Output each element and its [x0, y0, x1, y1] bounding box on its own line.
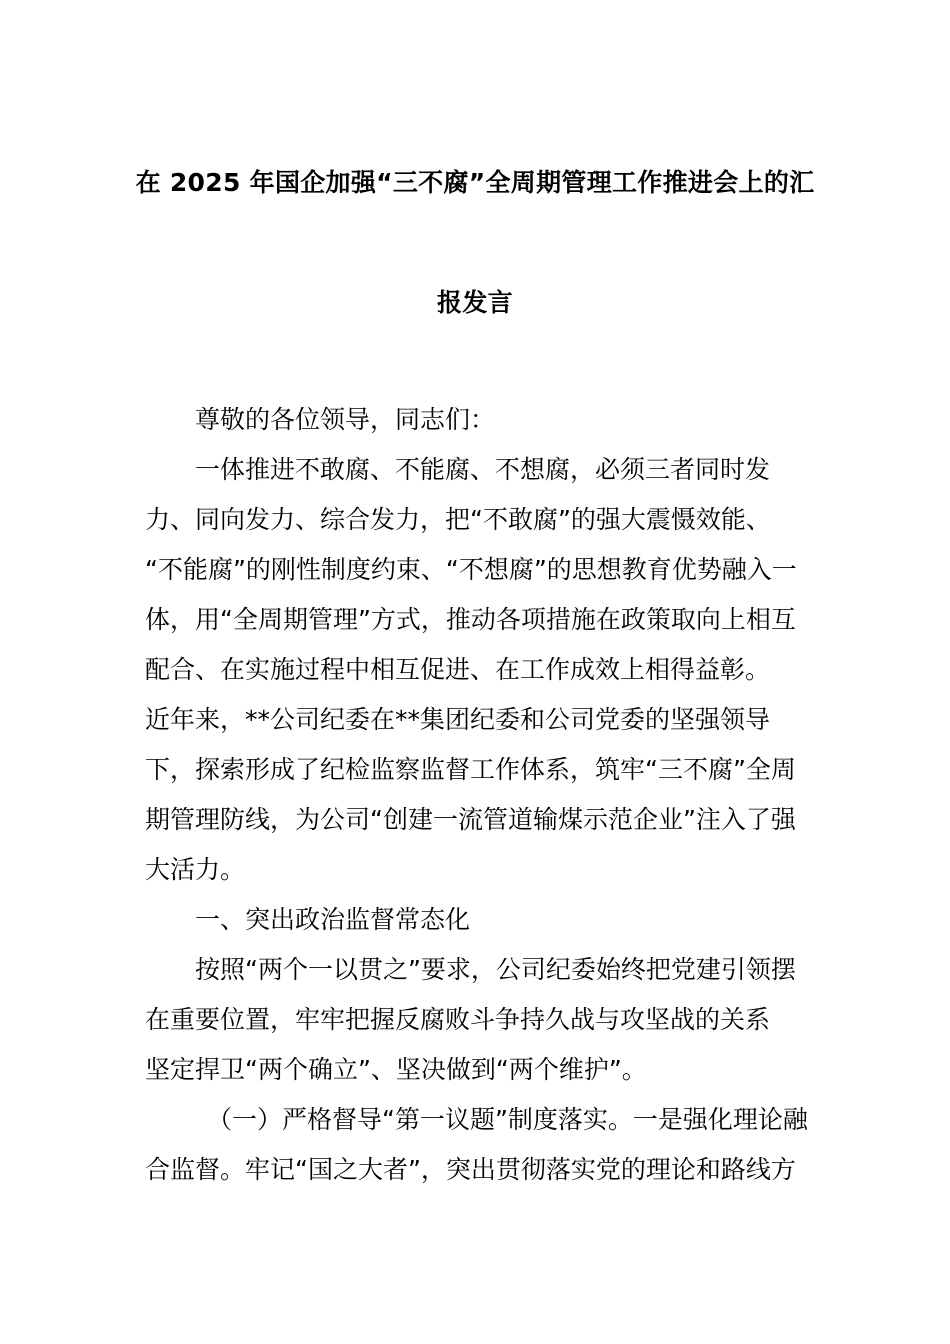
subsection-line: （一）严格督导“第一议题”制度落实。一是强化理论融 — [207, 1105, 808, 1134]
paragraph-line: 在重要位置，牢牢把握反腐败斗争持久战与攻坚战的关系 — [145, 1005, 771, 1034]
document-body — [145, 395, 810, 1195]
paragraph-line: 一体推进不敢腐、不能腐、不想腐，必须三者同时发 — [195, 455, 771, 484]
paragraph-line: 配合、在实施过程中相互促进、在工作成效上相得益彰。 — [145, 655, 771, 684]
paragraph-line: 下，探索形成了纪检监察监督工作体系，筑牢“三不腐”全周 — [145, 755, 796, 784]
paragraph-line: 按照“两个一以贯之”要求，公司纪委始终把党建引领摆 — [195, 955, 796, 984]
paragraph-line: 体，用“全周期管理”方式，推动各项措施在政策取向上相互 — [145, 605, 796, 634]
paragraph-line: 力、同向发力、综合发力，把“不敢腐”的强大震慑效能、 — [145, 505, 771, 534]
section-heading: 一、突出政治监督常态化 — [195, 905, 471, 934]
paragraph-line: 合监督。牢记“国之大者”，突出贯彻落实党的理论和路线方 — [145, 1155, 796, 1184]
document-title-line-1: 在 2025 年国企加强“三不腐”全周期管理工作推进会上的汇 — [135, 168, 815, 197]
paragraph-line: 大活力。 — [145, 855, 246, 884]
document-title-line-2: 报发言 — [437, 288, 513, 317]
paragraph-line: “不能腐”的刚性制度约束、“不想腐”的思想教育优势融入一 — [145, 555, 797, 584]
salutation: 尊敬的各位领导，同志们： — [195, 405, 496, 434]
paragraph-line: 坚定捍卫“两个确立”、坚决做到“两个维护”。 — [145, 1055, 647, 1084]
paragraph-line: 期管理防线，为公司“创建一流管道输煤示范企业”注入了强 — [145, 805, 796, 834]
paragraph-line: 近年来，**公司纪委在**集团纪委和公司党委的坚强领导 — [145, 705, 771, 734]
